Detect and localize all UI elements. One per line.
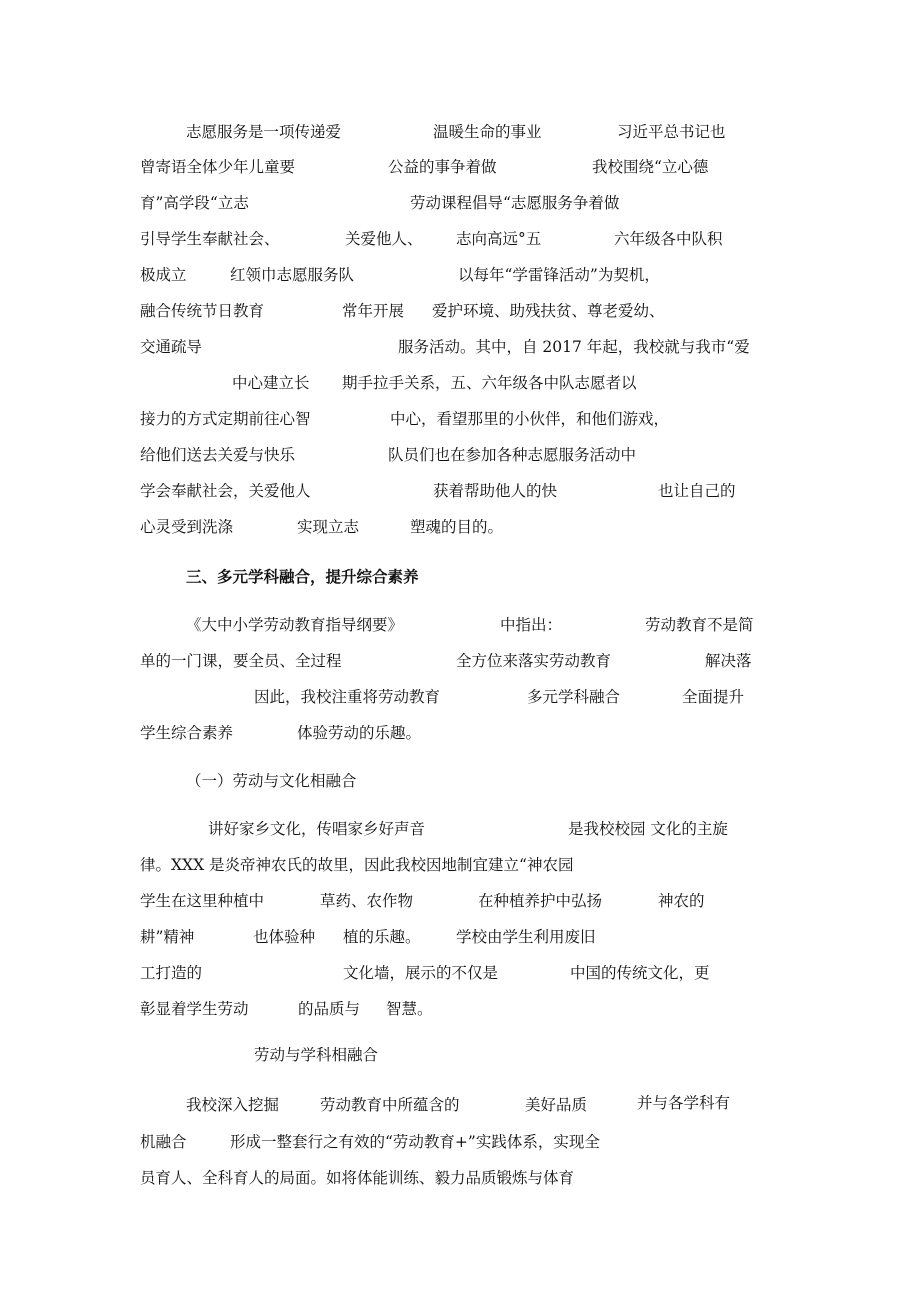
text-segment: 解决落 <box>705 652 752 670</box>
text-segment: 机融合 <box>140 1133 187 1151</box>
text-segment: 期手拉手关系，五、六年级各中队志愿者以 <box>342 374 637 392</box>
text-segment: 我校围绕“立心德 <box>592 158 709 176</box>
text-segment: 律。XXX 是炎帝神农氏的故里，因此我校因地制宜建立“神农园 <box>140 856 574 874</box>
text-segment: 育”高学段“立志 <box>140 194 249 212</box>
text-segment: 单的一门课，要全员、全过程 <box>140 652 342 670</box>
text-segment: 劳动教育不是简 <box>645 616 754 634</box>
text-segment: 志愿服务是一项传递爱 <box>186 123 342 141</box>
subsection-heading: 劳动与学科相融合 <box>254 1046 379 1064</box>
text-segment: 彰显着学生劳动 <box>140 1000 249 1018</box>
text-segment: 耕”精神 <box>140 928 195 946</box>
text-segment: 中心，看望那里的小伙伴，和他们游戏， <box>390 410 670 428</box>
text-segment: 实现立志 <box>297 518 360 536</box>
text-segment: 融合传统节日教育 <box>140 302 265 320</box>
text-segment: 全面提升 <box>682 688 745 706</box>
text-segment: 因此，我校注重将劳动教育 <box>254 688 441 706</box>
text-segment: 中国的传统文化，更 <box>570 964 710 982</box>
text-segment: 也体验种 <box>253 928 316 946</box>
text-segment: 学会奉献社会，关爱他人 <box>140 482 311 500</box>
section-heading: 三、多元学科融合，提升综合素养 <box>186 567 419 586</box>
text-segment: 交通疏导 <box>140 338 203 356</box>
text-segment: 学生综合素养 <box>140 724 234 742</box>
text-segment: 劳动教育中所蕴含的 <box>320 1096 460 1114</box>
text-segment: 的品质与 <box>298 1000 361 1018</box>
text-segment: 心灵受到洗涤 <box>140 518 234 536</box>
text-segment: 《大中小学劳动教育指导纲要》 <box>186 616 404 634</box>
text-segment: 全方位来落实劳动教育 <box>456 652 612 670</box>
text-segment: 中指出： <box>500 616 563 634</box>
text-segment: 温暖生命的事业 <box>433 123 542 141</box>
text-segment: 形成一整套行之有效的“劳动教育+”实践体系，实现全 <box>230 1133 600 1151</box>
text-segment: 文化墙，展示的不仅是 <box>343 964 499 982</box>
subsection-heading: （一）劳动与文化相融合 <box>186 772 357 790</box>
text-segment: 志向高远°五 <box>456 230 542 248</box>
text-segment: 获着帮助他人的快 <box>433 482 558 500</box>
text-segment: 爱护环境、助残扶贫、尊老爱幼、 <box>432 302 665 320</box>
text-segment: 多元学科融合 <box>527 688 621 706</box>
text-segment: 习近平总书记也 <box>617 123 726 141</box>
text-segment: 关爱他人、 <box>345 230 423 248</box>
text-segment: 智慧。 <box>386 1000 433 1018</box>
text-segment: 中心建立长 <box>232 374 310 392</box>
text-segment: 讲好家乡文化，传唱家乡好声音 <box>208 820 426 838</box>
text-segment: 接力的方式定期前往心智 <box>140 410 311 428</box>
text-segment: 也让自己的 <box>658 482 736 500</box>
text-segment: 给他们送去关爱与快乐 <box>140 446 296 464</box>
text-segment: 草药、农作物 <box>320 892 414 910</box>
text-segment: 劳动课程倡导“志愿服务争着做 <box>410 194 620 212</box>
text-segment: 公益的事争着做 <box>388 158 497 176</box>
text-segment: 在种植养护中弘扬 <box>478 892 603 910</box>
text-segment: 引导学生奉献社会、 <box>140 230 280 248</box>
text-segment: 植的乐趣。 <box>343 928 421 946</box>
text-segment: 队员们也在参加各种志愿服务活动中 <box>388 446 637 464</box>
text-segment: 学生在这里种植中 <box>140 892 265 910</box>
text-segment: 六年级各中队积 <box>614 230 723 248</box>
text-segment: 我校深入挖掘 <box>186 1096 280 1114</box>
text-segment: 是我校校园 文化的主旋 <box>568 820 728 838</box>
text-segment: 服务活动。其中，自 2017 年起，我校就与我市“爱 <box>398 338 750 356</box>
text-segment: 学校由学生利用废旧 <box>456 928 596 946</box>
text-segment: 塑魂的目的。 <box>410 518 504 536</box>
text-segment: 美好品质 <box>525 1096 588 1114</box>
text-segment: 并与各学科有 <box>637 1094 731 1112</box>
text-segment: 常年开展 <box>342 302 405 320</box>
text-segment: 体验劳动的乐趣。 <box>297 724 422 742</box>
text-segment: 工打造的 <box>140 964 203 982</box>
text-segment: 以每年“学雷锋活动”为契机， <box>458 266 660 284</box>
text-segment: 神农的 <box>658 892 705 910</box>
text-segment: 曾寄语全体少年儿童要 <box>140 158 296 176</box>
text-segment: 极成立 <box>140 266 187 284</box>
text-segment: 员育人、全科育人的局面。如将体能训练、毅力品质锻炼与体育 <box>140 1169 575 1187</box>
text-segment: 红领巾志愿服务队 <box>230 266 355 284</box>
